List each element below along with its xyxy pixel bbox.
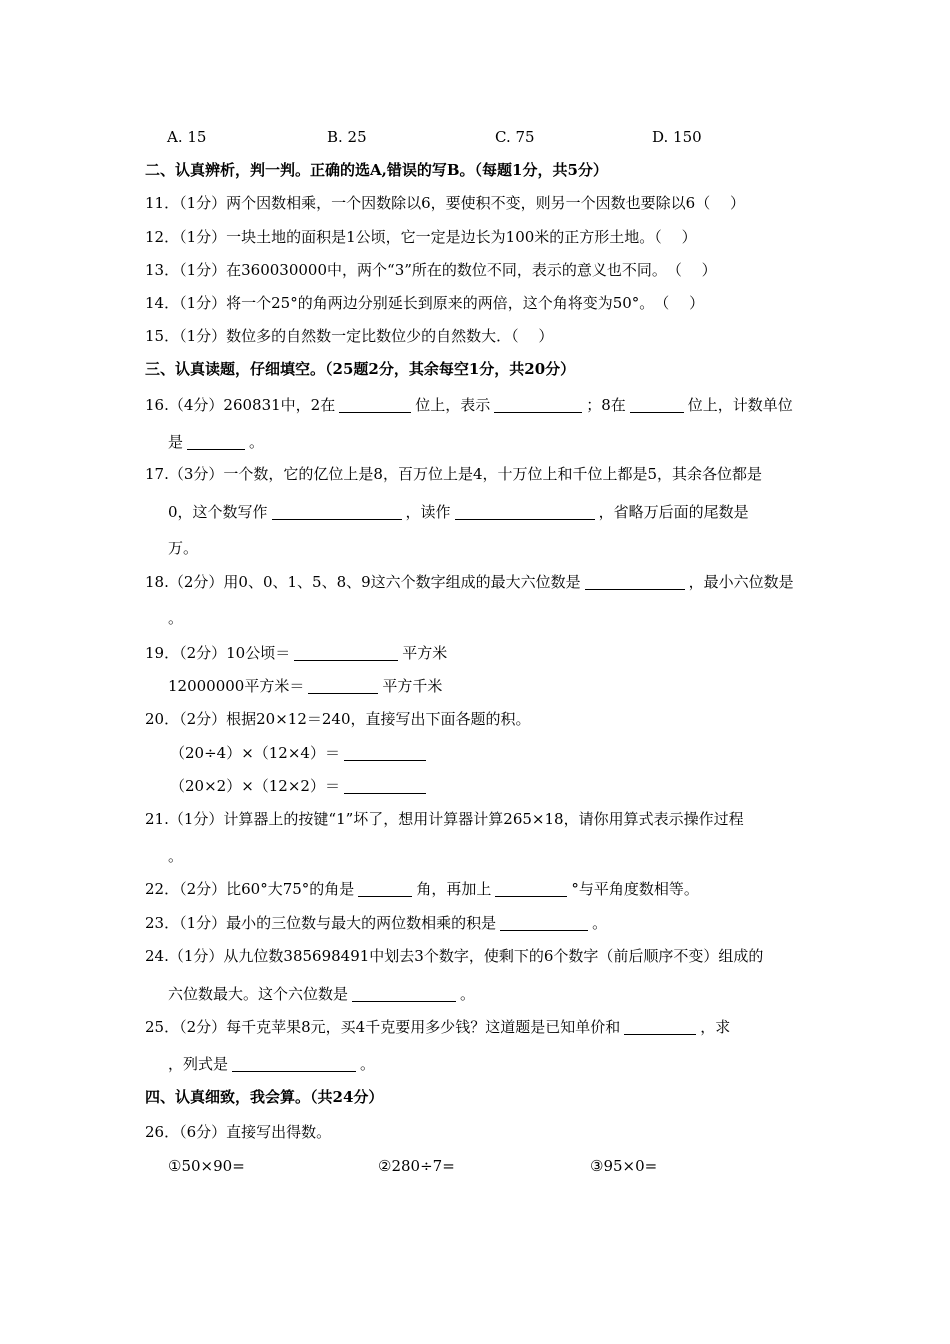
q22-text-a: 22．（2分）比60°大75°的角是	[145, 880, 355, 898]
question-12: 12．（1分）一块土地的面积是1公顷，它一定是边长为100米的正方形土地。（ ）	[145, 228, 697, 246]
q22-text-c: °与平角度数相等。	[571, 880, 699, 898]
question-26: 26．（6分）直接写出得数。	[145, 1123, 332, 1141]
q19-text-c: 12000000平方米＝	[168, 677, 305, 695]
question-16-cont	[168, 432, 264, 452]
q20-text-c: （20×2）×（12×2）＝	[170, 777, 340, 795]
q25-text-a: 25．（2分）每千克苹果8元，买4千克要用多少钱？这道题是已知单价和	[145, 1018, 621, 1036]
q19-text-d: 平方千米	[382, 677, 443, 695]
q19-blank-2[interactable]	[308, 678, 378, 694]
q25-text-c: ，列式是	[168, 1055, 229, 1073]
q24-blank-1[interactable]	[352, 986, 456, 1002]
q17-blank-1[interactable]	[272, 504, 402, 520]
q23-text-a: 23．（1分）最小的三位数与最大的两位数相乘的积是	[145, 914, 497, 932]
q23-text-b: 。	[592, 914, 608, 932]
option-a: A. 15	[167, 128, 207, 146]
q18-text-a: 18.（2分）用0、0、1、5、8、9这六个数字组成的最大六位数是	[145, 573, 581, 591]
q20-blank-1[interactable]	[344, 745, 426, 761]
question-18	[145, 572, 794, 592]
question-15: 15．（1分）数位多的自然数一定比数位少的自然数大．（ ）	[145, 327, 554, 345]
q25-blank-2[interactable]	[232, 1056, 356, 1072]
q16-text-d: 位上，计数单位	[687, 396, 793, 414]
q16-text-c: ；8在	[586, 396, 626, 414]
q25-text-b: ，求	[700, 1018, 731, 1036]
q26-item-3: ③95×0=	[590, 1157, 658, 1175]
option-c: C. 75	[495, 128, 535, 146]
q23-blank-1[interactable]	[500, 915, 588, 931]
q16-blank-4[interactable]	[187, 434, 245, 450]
q25-text-d: 。	[360, 1055, 376, 1073]
q22-blank-1[interactable]	[358, 881, 412, 897]
q22-blank-2[interactable]	[495, 881, 567, 897]
q18-text-b: ，最小六位数是	[688, 573, 794, 591]
question-21-end: 。	[168, 847, 184, 865]
question-25	[145, 1017, 730, 1037]
q24-text-c: 。	[460, 985, 476, 1003]
question-17-end: 万。	[168, 539, 199, 557]
q17-text-b: 0，这个数写作	[168, 503, 268, 521]
q16-blank-2[interactable]	[494, 397, 582, 413]
question-20: 20．（2分）根据20×12＝240，直接写出下面各题的积。	[145, 710, 531, 728]
q17-text-d: ，省略万后面的尾数是	[598, 503, 749, 521]
q16-text-e: 是	[168, 433, 184, 451]
q20-blank-2[interactable]	[344, 778, 426, 794]
q24-text-b: 六位数最大。这个六位数是	[168, 985, 349, 1003]
section-4-heading: 四、认真细致，我会算。（共24分）	[145, 1088, 384, 1106]
question-19	[145, 643, 447, 663]
question-20-item-1	[170, 743, 430, 763]
question-25-cont	[168, 1054, 375, 1074]
section-2-heading: 二、认真辨析，判一判。正确的选A,错误的写B。（每题1分，共5分）	[145, 161, 608, 179]
question-13: 13．（1分）在360030000中，两个“3”所在的数位不同，表示的意义也不同。 （ ）	[145, 261, 717, 279]
question-18-end: 。	[168, 609, 184, 627]
q26-item-2: ②280÷7=	[378, 1157, 455, 1175]
question-17: 17.（3分）一个数，它的亿位上是8，百万位上是4，十万位上和千位上都是5，其余各位都是	[145, 465, 763, 483]
q16-text-f: 。	[249, 433, 265, 451]
question-24: 24.（1分）从九位数385698491中划去3个数字，使剩下的6个数字（前后顺序不变）组成的	[145, 947, 764, 965]
question-24-cont	[168, 984, 475, 1004]
q19-text-b: 平方米	[402, 644, 448, 662]
question-14: 14．（1分）将一个25°的角两边分别延长到原来的两倍，这个角将变为50°。 （ ）	[145, 294, 705, 312]
option-b: B. 25	[327, 128, 367, 146]
q16-text-a: 16.（4分）260831中，2在	[145, 396, 336, 414]
option-d: D. 150	[652, 128, 702, 146]
q20-text-b: （20÷4）×（12×4）＝	[170, 744, 340, 762]
q19-blank-1[interactable]	[294, 645, 398, 661]
q16-blank-1[interactable]	[339, 397, 411, 413]
q17-text-c: ，读作	[405, 503, 451, 521]
question-11: 11．（1分）两个因数相乘，一个因数除以6，要使积不变，则另一个因数也要除以6（ ）	[145, 194, 745, 212]
q17-blank-2[interactable]	[455, 504, 595, 520]
q22-text-b: 角，再加上	[416, 880, 492, 898]
q25-blank-1[interactable]	[624, 1019, 696, 1035]
question-17-cont	[168, 502, 749, 522]
q26-item-1: ①50×90=	[168, 1157, 245, 1175]
question-20-item-2	[170, 776, 430, 796]
q16-text-b: 位上，表示	[415, 396, 491, 414]
question-23	[145, 913, 607, 933]
question-19-cont	[168, 676, 442, 696]
q18-blank-1[interactable]	[585, 574, 685, 590]
question-16	[145, 395, 793, 415]
q19-text-a: 19．（2分）10公顷＝	[145, 644, 291, 662]
question-21: 21.（1分）计算器上的按键“1”坏了，想用计算器计算265×18，请你用算式表示操作过程	[145, 810, 744, 828]
question-22	[145, 879, 699, 899]
q16-blank-3[interactable]	[630, 397, 684, 413]
section-3-heading: 三、认真读题，仔细填空。（25题2分，其余每空1分，共20分）	[145, 360, 576, 378]
